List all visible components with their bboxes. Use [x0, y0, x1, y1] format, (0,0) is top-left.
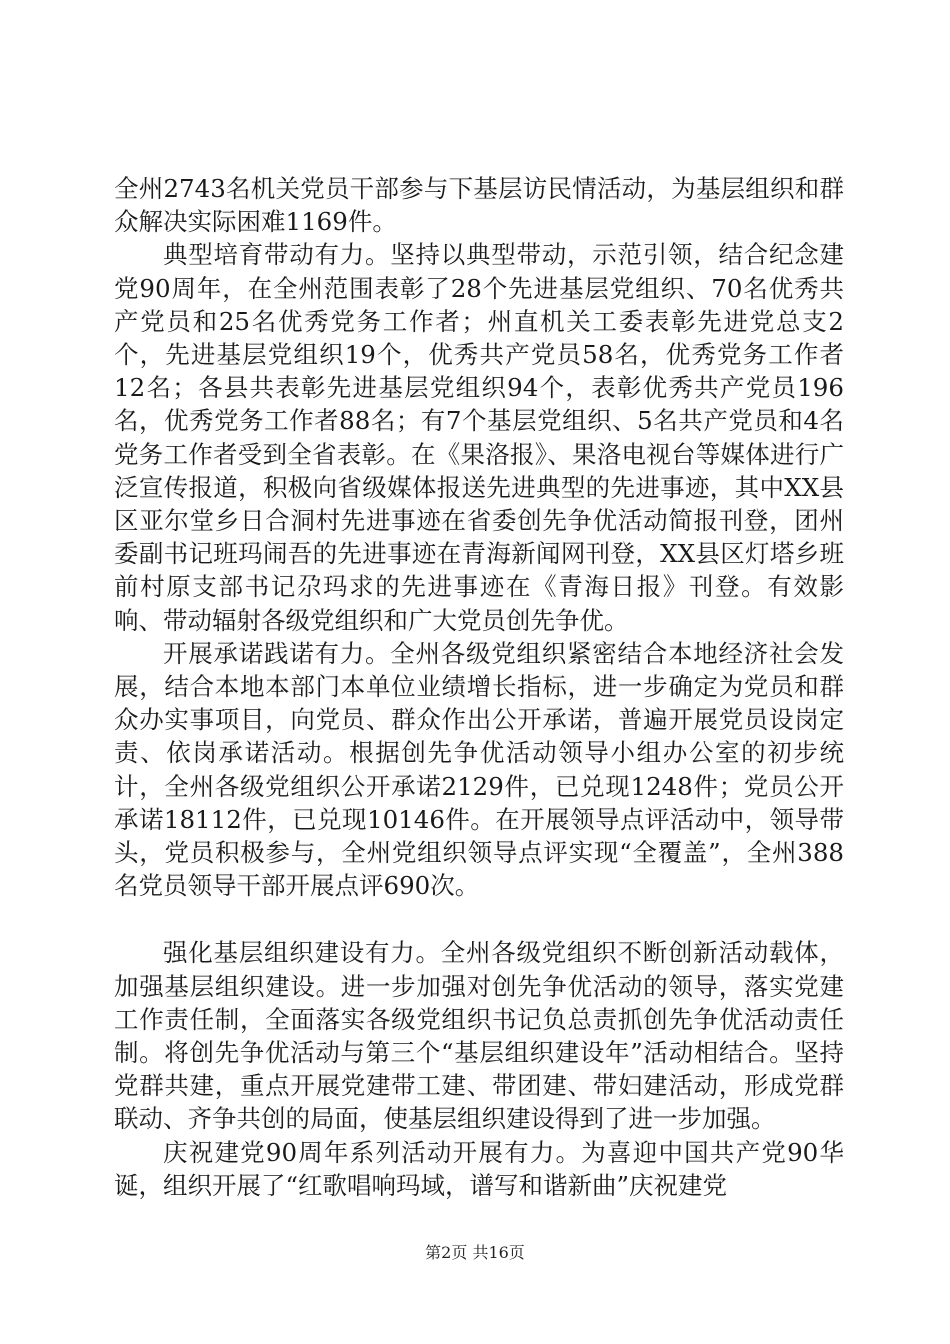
paragraph-commitment: 开展承诺践诺有力。全州各级党组织紧密结合本地经济社会发展，结合本地本部门本单位业绩增长指标，进一步确定为党员和群众办实事项目，向党员、群众作出公开承诺，普遍开展党员设岗定责、依岗承诺活动。根据创先争优活动领导小组办公室的初步统计，全州各级党组织公开承诺2129件，已兑现1248件；党员公开承诺18112件，已兑现10146件。在开展领导点评活动中，领导带头，党员积极参与，全州党组织领导点评实现“全覆盖”，全州388名党员领导干部开展点评690次。: [114, 638, 844, 901]
paragraph-continuation: 全州2743名机关党员干部参与下基层访民情活动，为基层组织和群众解决实际困难1169件。: [114, 174, 844, 237]
paragraph-gap: [114, 902, 844, 936]
paragraph-grassroots-organization: 强化基层组织建设有力。全州各级党组织不断创新活动载体，加强基层组织建设。进一步加强对创先争优活动的领导，落实党建工作责任制，全面落实各级党组织书记负总责抓创先争优活动责任制。将创先争优活动与第三个“基层组织建设年”活动相结合。坚持党群共建，重点开展党建带工建、带团建、带妇建活动，形成党群联动、齐争共创的局面，使基层组织建设得到了进一步加强。: [114, 938, 844, 1134]
document-body: [114, 172, 844, 1202]
paragraph-anniversary-activities: 庆祝建党90周年系列活动开展有力。为喜迎中国共产党90华诞，组织开展了“红歌唱响玛域，谱写和谐新曲”庆祝建党: [114, 1137, 844, 1200]
page-number-footer: 第2页 共16页: [425, 1243, 525, 1262]
paragraph-typical-cultivation: 典型培育带动有力。坚持以典型带动，示范引领，结合纪念建党90周年，在全州范围表彰了28个先进基层党组织、70名优秀共产党员和25名优秀党务工作者；州直机关工委表彰先进党总支2个，先进基层党组织19个，优秀共产党员58名，优秀党务工作者12名；各县共表彰先进基层党组织94个，表彰优秀共产党员196名，优秀党务工作者88名；有7个基层党组织、5名共产党员和4名党务工作者受到全省表彰。在《果洛报》、果洛电视台等媒体进行广泛宣传报道，积极向省级媒体报送先进典型的先进事迹，其中XX县区亚尔堂乡日合洞村先进事迹在省委创先争优活动简报刊登，团州委副书记班玛闹吾的先进事迹在青海新闻网刊登，XX县区灯塔乡班前村原支部书记尕玛求的先进事迹在《青海日报》刊登。有效影响、带动辐射各级党组织和广大党员创先争优。: [114, 240, 844, 635]
